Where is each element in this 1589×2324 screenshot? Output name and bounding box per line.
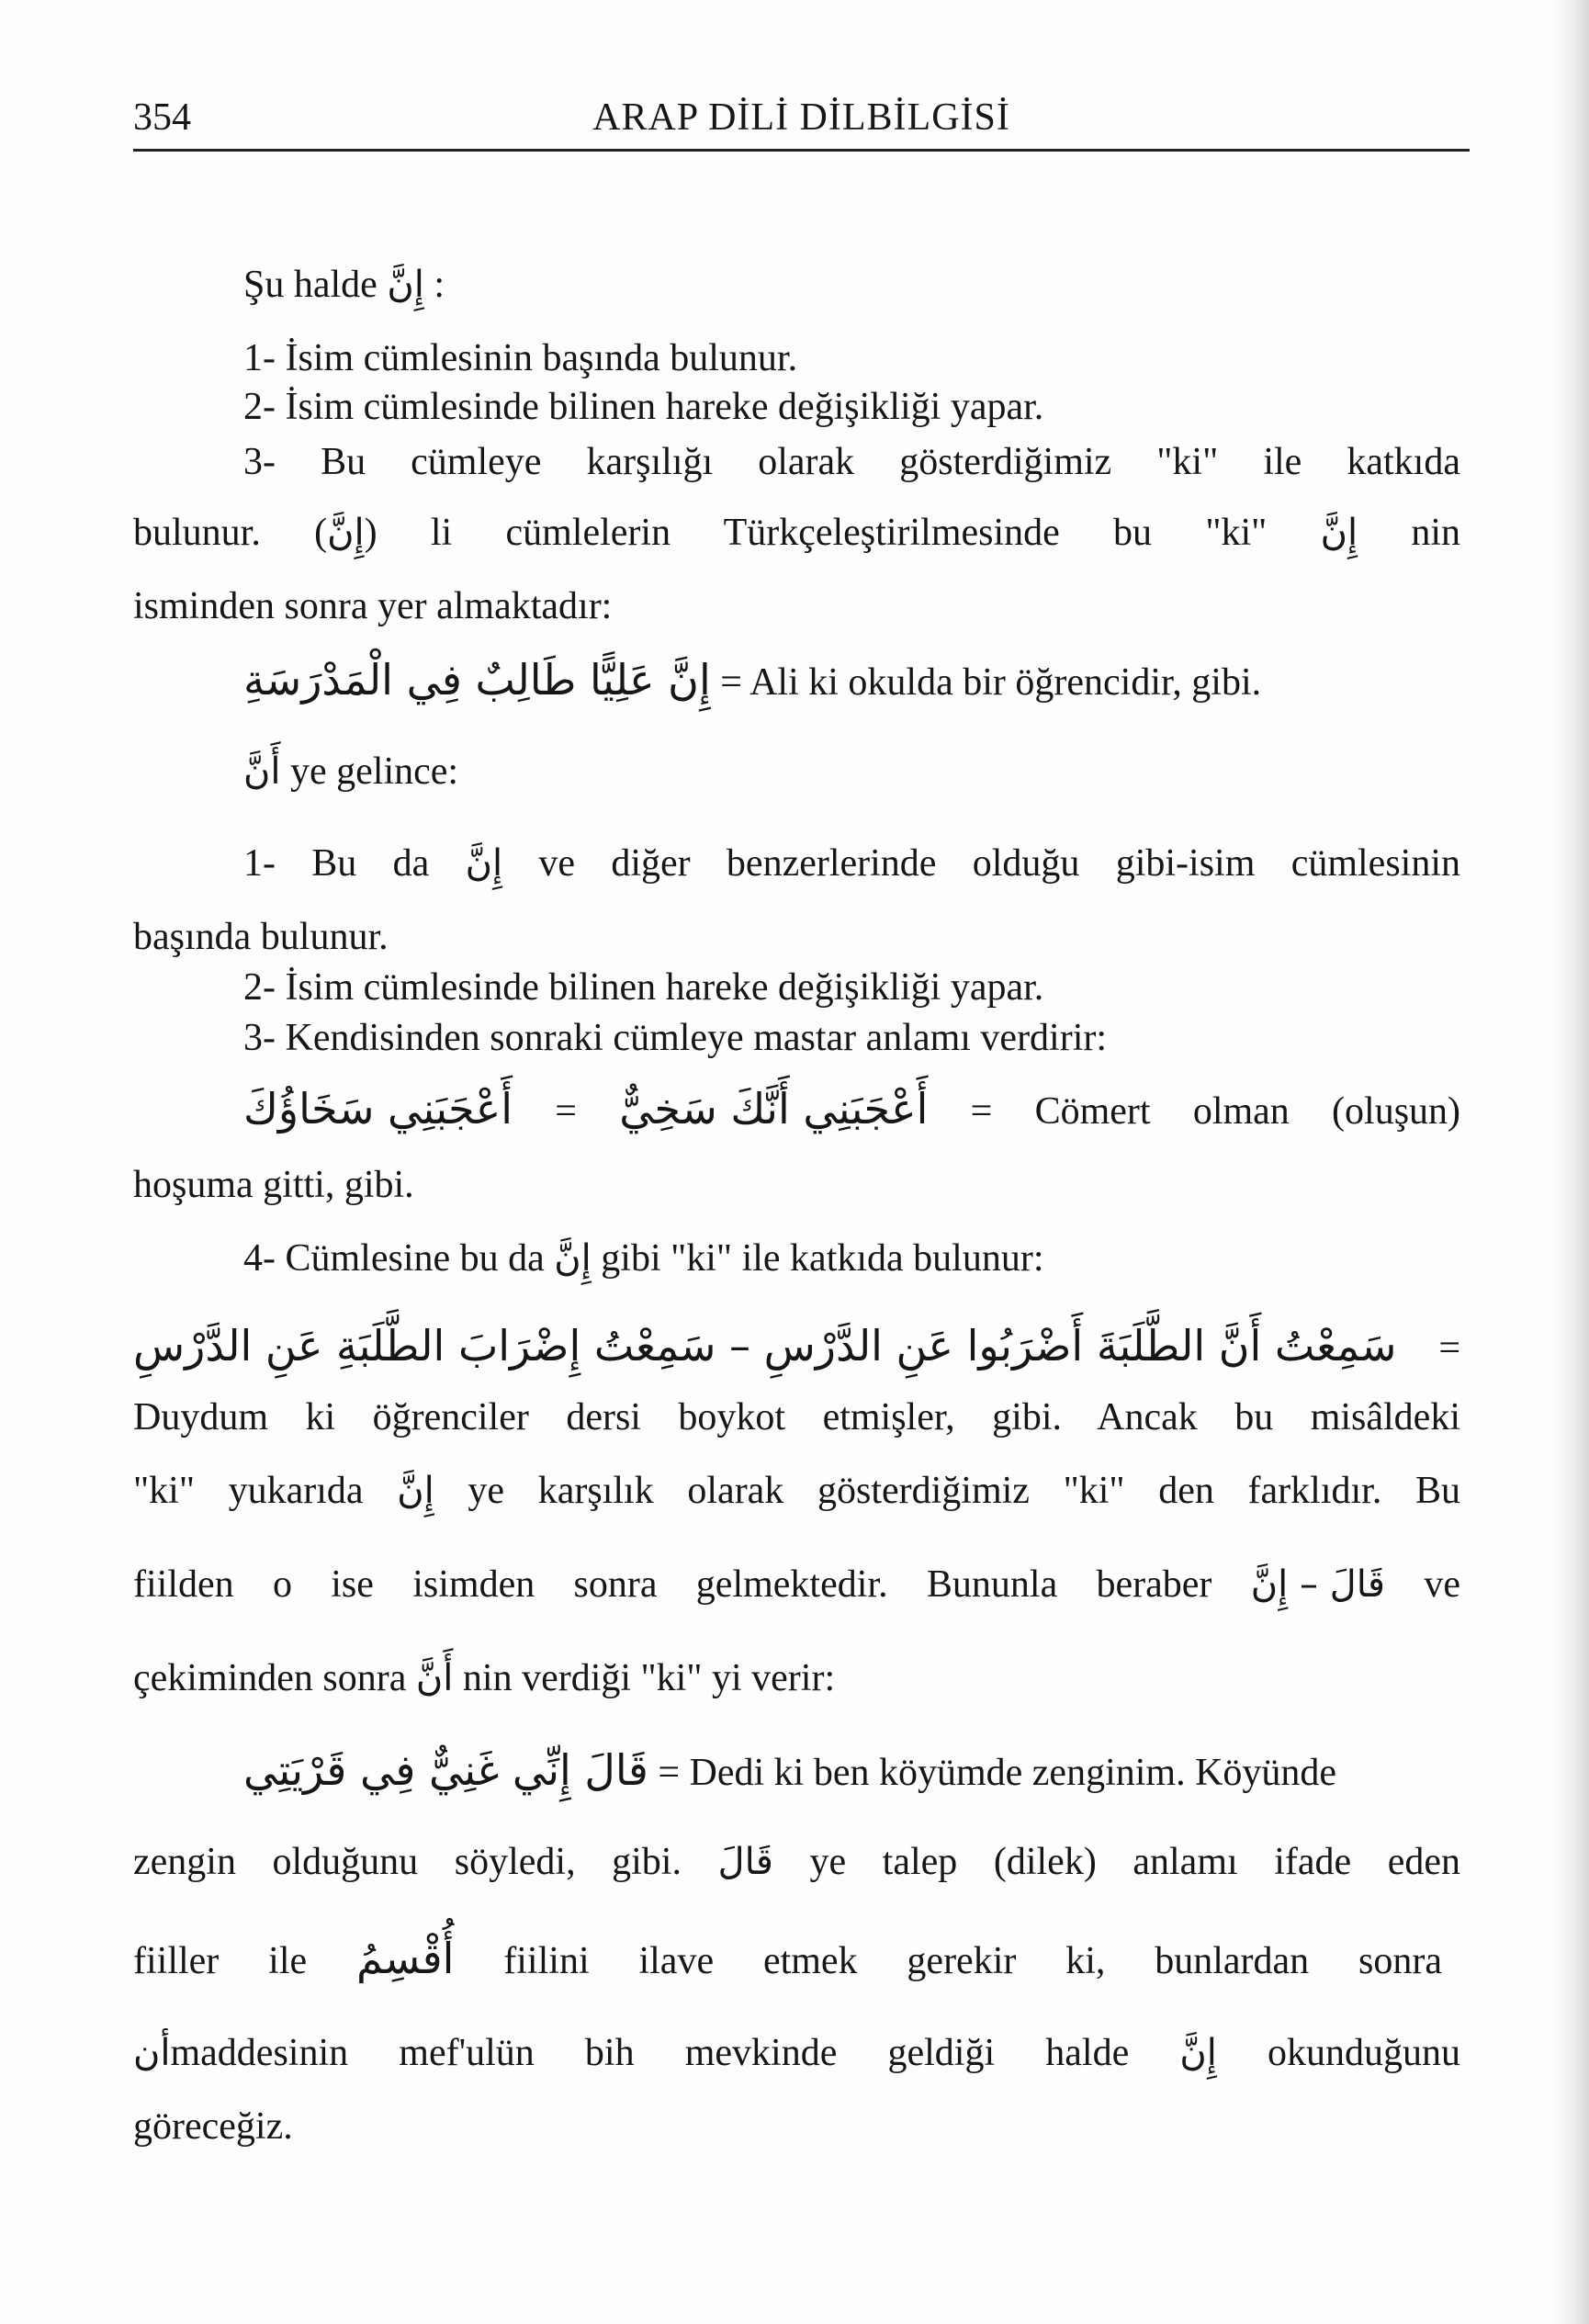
text-line: Duydum ki öğrenciler dersi boykot etmişler, gibi. Ancak bu misâldeki [133,1396,1460,1438]
text: maddesinin mef'ulün bih mevkinde geldiği halde [170,2032,1130,2074]
text: ) li cümlelerin Türkçeleştirilmesinde bu "ki" [364,512,1268,554]
translation: = Dedi ki ben köyümde zenginim. Köyünde [658,1752,1337,1794]
arabic-sentence: سَمِعْتُ أَنَّ الطَّلَبَةَ أَضْرَبُوا عَنِ الدَّرْسِ – سَمِعْتُ إِضْرَابَ الطَّلَبَةِ عَنِ الدَّرْسِ [133,1321,1397,1371]
scan-edge-shadow [1552,0,1589,2324]
text-line [133,1935,1442,1984]
arabic-word: قَالَ – إِنَّ [1250,1563,1386,1606]
text: çekiminden sonra [133,1657,407,1699]
equals-sign: = [555,1090,577,1133]
page-header [133,92,1470,152]
arabic-word: إِنَّ [465,842,503,885]
arabic-word: إِنَّ [327,512,365,554]
text-line [133,1839,1460,1885]
list-item [243,1235,1044,1281]
arabic-word: قَالَ [717,1841,773,1883]
text: ve [1424,1563,1461,1606]
example-line [243,657,1261,705]
list-item: 2- İsim cümlesinde bilinen hareke değişikliği yapar. [243,966,1044,1009]
example-line [243,1086,1460,1134]
arabic-word: إِنَّ [397,1470,434,1512]
text: bulunur. ( [133,512,328,554]
text-line: başında bulunur. [133,916,389,958]
arabic-word: إِنَّ [1320,512,1358,554]
text: ye karşılık olarak gösterdiğimiz "ki" den farklıdır. Bu [468,1470,1461,1512]
text: 1- Bu da [243,842,430,885]
text-line [133,1562,1460,1608]
list-item: 2- İsim cümlesinde bilinen hareke değişikliği yapar. [243,386,1044,428]
text: fiilini ilave etmek gerekir ki, bunlardan sonra [503,1940,1443,1982]
arabic-word: أن [133,2032,171,2074]
text: zengin olduğunu söyledi, gibi. [133,1841,682,1883]
text: ye talep (dilek) anlamı ifade eden [809,1841,1460,1883]
arabic-sentence: قَالَ إِنِّي غَنِيٌّ فِي قَرْيَتِي [243,1745,648,1795]
text: ye gelince: [290,750,459,793]
list-item: 1- İsim cümlesinin başında bulunur. [243,337,798,379]
text: nin verdiği "ki" yi verir: [462,1657,836,1699]
arabic-word: إِنَّ [1179,2032,1217,2074]
example-line [243,1747,1336,1796]
list-item: 3- Bu cümleye karşılığı olarak gösterdiğimiz "ki" ile katkıda [243,441,1460,483]
text-line [133,1468,1460,1514]
text: : [434,264,445,306]
translation: = Ali ki okulda bir öğrencidir, gibi. [720,661,1262,704]
text-line: hoşuma gitti, gibi. [133,1164,414,1206]
arabic-word: إِنَّ [387,264,424,306]
text: fiilden o ise isimden sonra gelmektedir. Bununla beraber [133,1563,1212,1606]
text: ve diğer benzerlerinde olduğu gibi-isim cümlesinin [538,842,1460,885]
text: Şu halde [243,264,378,306]
text-line [133,510,1460,556]
example-line [133,1323,1460,1371]
text: fiiller ile [133,1940,308,1982]
text-line [133,2030,1460,2076]
text-line: göreceğiz. [133,2105,293,2148]
list-item: 3- Kendisinden sonraki cümleye mastar anlamı verdirir: [243,1017,1108,1059]
list-item [243,840,1460,886]
arabic-word: إِنَّ [554,1237,592,1280]
equals-sign: = [1438,1327,1460,1370]
translation: = Cömert olman (oluşun) [970,1090,1461,1133]
arabic-word: أُقْسِمُ [356,1934,455,1983]
arabic-word: أَنَّ [415,1657,454,1699]
arabic-word: أَنَّ [243,750,281,793]
text: gibi "ki" ile katkıda bulunur: [601,1237,1044,1280]
page-number: 354 [133,96,191,139]
text-line [243,749,458,795]
arabic-sentence: أَعْجَبَنِي سَخَاؤُكَ [243,1084,513,1134]
text-line [133,1655,835,1701]
arabic-sentence: أَعْجَبَنِي أَنَّكَ سَخِيٌّ [619,1084,929,1134]
text: okunduğunu [1268,2032,1461,2074]
arabic-sentence: إِنَّ عَلِيًّا طَالِبٌ فِي الْمَدْرَسَةِ [243,655,711,705]
text-line: isminden sonra yer almaktadır: [133,585,613,627]
text-line [243,262,445,308]
text: 4- Cümlesine bu da [243,1237,545,1280]
running-title: ARAP DİLİ DİLBİLGİSİ [592,96,1010,139]
text: nin [1411,512,1461,554]
text: "ki" yukarıda [133,1470,364,1512]
